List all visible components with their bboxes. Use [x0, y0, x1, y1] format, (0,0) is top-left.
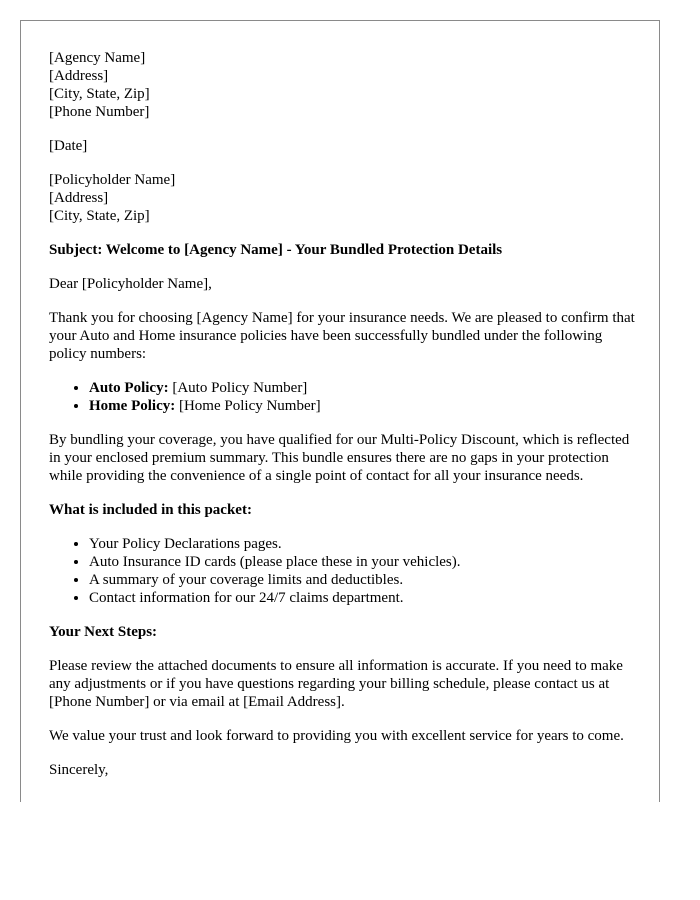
agency-address: [Address]: [49, 68, 109, 84]
salutation: Dear [Policyholder Name],: [49, 276, 212, 292]
list-item: • Contact information for our 24/7 claims department.: [89, 589, 639, 607]
subject-line: Subject: Welcome to [Agency Name] - Your Bundled Protection Details: [49, 242, 503, 258]
recipient-city-state-zip: [City, State, Zip]: [49, 208, 150, 224]
policy-label: Auto Policy:: [89, 380, 169, 396]
policy-value: [Home Policy Number]: [175, 398, 321, 414]
agency-city-state-zip: [City, State, Zip]: [49, 86, 150, 102]
list-item: • Your Policy Declarations pages.: [89, 535, 639, 553]
closing-paragraph: We value your trust and look forward to providing you with excellent service for years to come.: [49, 728, 624, 744]
list-item: [89, 397, 639, 415]
policy-label: Home Policy:: [89, 398, 176, 414]
packet-heading: What is included in this packet:: [49, 502, 252, 518]
list-item: • A summary of your coverage limits and deductibles.: [89, 571, 639, 589]
sign-off: Sincerely,: [49, 762, 109, 778]
letter-date: [Date]: [49, 138, 88, 154]
intro-paragraph: Thank you for choosing [Agency Name] for your insurance needs. We are pleased to confirm that your Auto and Home insurance policies have been successfully bundled under the following policy numbers:: [49, 310, 635, 362]
list-item: [89, 379, 639, 397]
agency-block: [49, 49, 639, 121]
list-item: • Auto Insurance ID cards (please place these in your vehicles).: [89, 553, 639, 571]
packet-list: [49, 535, 639, 607]
agency-name: [Agency Name]: [49, 50, 146, 66]
bundle-paragraph: By bundling your coverage, you have qualified for our Multi-Policy Discount, which is reflected in your enclosed premium summary. This bundle ensures there are no gaps in your protection while providing the convenience of a single point of contact for all your insurance needs.: [49, 432, 630, 484]
recipient-name: [Policyholder Name]: [49, 172, 176, 188]
recipient-block: [49, 171, 639, 225]
policy-value: [Auto Policy Number]: [168, 380, 308, 396]
next-steps-paragraph: Please review the attached documents to ensure all information is accurate. If you need to make any adjustments or if you have questions regarding your billing schedule, please contact us at [Phone Number] or via email at [Email Address].: [49, 658, 623, 710]
recipient-address: [Address]: [49, 190, 109, 206]
next-steps-heading: Your Next Steps:: [49, 624, 158, 640]
letter-content: [49, 49, 639, 795]
agency-phone: [Phone Number]: [49, 104, 150, 120]
policy-list: [49, 379, 639, 415]
letter-page: [20, 20, 660, 802]
